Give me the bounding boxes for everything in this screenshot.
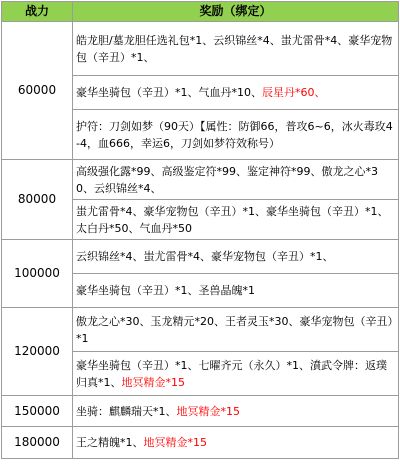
reward-text: 王之精魄*1、 (76, 436, 144, 449)
table-row (2, 308, 399, 352)
reward-cell (73, 200, 399, 240)
reward-cell (73, 274, 399, 308)
table-row (2, 396, 399, 427)
reward-table (1, 1, 399, 459)
reward-cell (73, 22, 399, 76)
reward-cell (73, 396, 399, 427)
table-row (2, 160, 399, 200)
reward-cell (73, 352, 399, 396)
reward-text: 护符：刀剑如梦（90天）【属性：防御66，普攻6~6，冰火毒玫4-4，血666，幸运6，刀剑如梦符效称号） (76, 119, 393, 150)
header-row (2, 2, 399, 22)
reward-cell (73, 240, 399, 274)
reward-highlight: 地冥精金*15 (176, 404, 240, 418)
power-cell: 80000 (2, 160, 73, 240)
power-cell: 120000 (2, 308, 73, 396)
table-row (2, 240, 399, 274)
reward-text: 皓龙胆/墓龙胆任选礼包*1、云织锦丝*4、蚩尤雷骨*4、豪华宠物包（辛丑）*1、 (76, 33, 393, 64)
power-cell: 100000 (2, 240, 73, 308)
reward-text: 豪华坐骑包（辛丑）*1、圣兽晶魄*1 (76, 284, 255, 297)
header-power: 战力 (2, 2, 73, 22)
reward-cell (73, 160, 399, 200)
reward-cell (73, 427, 399, 459)
reward-text: 傲龙之心*30、玉龙精元*20、王者灵玉*30、豪华宠物包（辛丑）*1 (76, 314, 393, 345)
reward-highlight: 地冥精金*15 (121, 375, 185, 389)
power-cell: 180000 (2, 427, 73, 459)
header-reward: 奖励（绑定） (73, 2, 399, 22)
power-cell: 150000 (2, 396, 73, 427)
reward-highlight: 辰星丹*60、 (262, 86, 326, 99)
table-row (2, 427, 399, 459)
reward-text: 高级强化露*99、高级鉴定符*99、鉴定神符*99、傲龙之心*30、云织锦丝*4、 (76, 164, 378, 195)
reward-text: 豪华坐骑包（辛丑）*1、七曜齐元（永久）*1、濆武令牌：返璞归真*1、 (76, 358, 387, 389)
reward-cell (73, 76, 399, 110)
power-cell: 60000 (2, 22, 73, 160)
table-row (2, 22, 399, 76)
reward-cell (73, 308, 399, 352)
reward-text: 云织锦丝*4、蚩尤雷骨*4、豪华宠物包（辛丑）*1、 (76, 250, 334, 263)
reward-text: 蚩尤雷骨*4、豪华宠物包（辛丑）*1、豪华坐骑包（辛丑）*1、太白丹*50、气血丹*50 (76, 204, 389, 235)
reward-highlight: 地冥精金*15 (143, 436, 207, 449)
reward-cell (73, 110, 399, 160)
reward-text: 豪华坐骑包（辛丑）*1、气血丹*10、 (76, 86, 262, 99)
reward-text: 坐骑：麒麟瑞天*1、 (76, 404, 177, 418)
